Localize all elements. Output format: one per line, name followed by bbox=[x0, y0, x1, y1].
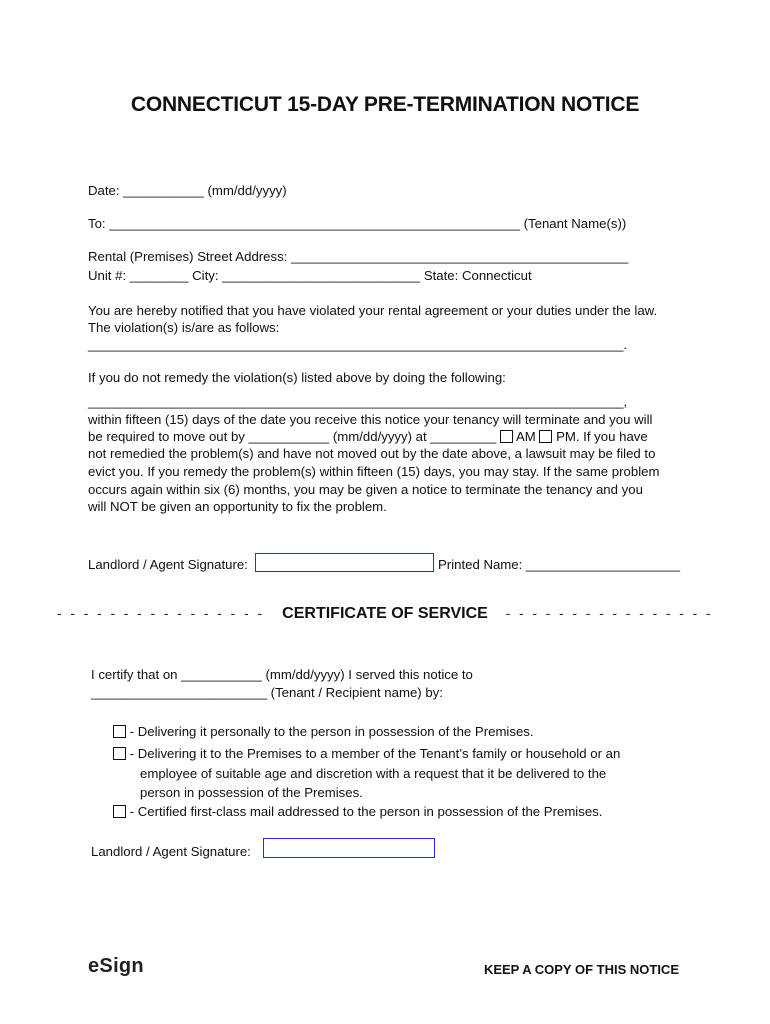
document-title: CONNECTICUT 15-DAY PRE-TERMINATION NOTICE bbox=[130, 93, 640, 116]
landlord-signature-field[interactable] bbox=[255, 553, 434, 572]
heading-dashes-right: - - - - - - - - - - - - - - - - bbox=[505, 605, 713, 621]
service-option-2 bbox=[113, 745, 620, 762]
landlord-signature-label: Landlord / Agent Signature: bbox=[88, 557, 248, 572]
esign-logo: eSign bbox=[88, 955, 144, 977]
service-option-2-line-2: employee of suitable age and discretion with a request that it be delivered to the bbox=[140, 766, 607, 781]
pm-label: PM. If you have bbox=[556, 429, 648, 444]
service-option-1 bbox=[113, 723, 534, 740]
service-option-3 bbox=[113, 803, 602, 820]
remedy-blank-line: _________________________________________________________________________, bbox=[88, 394, 628, 409]
move-out-date-text: be required to move out by ___________ (mm/dd/yyyy) at _________ bbox=[88, 429, 497, 444]
premises-delivery-checkbox[interactable] bbox=[113, 747, 126, 760]
violations-blank-line: _________________________________________________________________________. bbox=[88, 337, 628, 352]
street-address-line: Rental (Premises) Street Address: ______________________________________________ bbox=[88, 249, 629, 264]
am-checkbox[interactable] bbox=[500, 430, 513, 443]
heading-dashes-left: - - - - - - - - - - - - - - - - bbox=[57, 605, 265, 621]
service-option-2-text: - Delivering it to the Premises to a member of the Tenant’s family or household or an bbox=[129, 746, 621, 761]
date-field-line: Date: ___________ (mm/dd/yyyy) bbox=[88, 183, 287, 198]
notice-body-1: within fifteen (15) days of the date you receive this notice your tenancy will terminate and you will bbox=[88, 412, 653, 427]
notice-body-4: evict you. If you remedy the problem(s) within fifteen (15) days, you may stay. If the same problem bbox=[88, 464, 660, 479]
notice-body-5: occurs again within six (6) months, you may be given a notice to terminate the tenancy and you bbox=[88, 482, 643, 497]
certificate-heading: CERTIFICATE OF SERVICE bbox=[282, 605, 488, 622]
certificate-signature-field[interactable] bbox=[263, 838, 435, 858]
notice-line-2: The violation(s) is/are as follows: bbox=[88, 320, 280, 335]
service-option-3-text: - Certified first-class mail addressed to the person in possession of the Premises. bbox=[129, 804, 603, 819]
notice-body-3: not remedied the problem(s) and have not moved out by the date above, a lawsuit may be filed to bbox=[88, 446, 656, 461]
unit-city-state-line: Unit #: ________ City: ___________________________ State: Connecticut bbox=[88, 268, 532, 283]
notice-body-6: will NOT be given an opportunity to fix the problem. bbox=[88, 499, 387, 514]
notice-body-2 bbox=[88, 428, 648, 445]
service-option-1-text: - Delivering it personally to the person in possession of the Premises. bbox=[129, 724, 534, 739]
am-label: AM bbox=[515, 429, 536, 444]
personal-delivery-checkbox[interactable] bbox=[113, 725, 126, 738]
notice-line-1: You are hereby notified that you have violated your rental agreement or your duties under the law. bbox=[88, 303, 658, 318]
certificate-signature-label: Landlord / Agent Signature: bbox=[91, 844, 251, 859]
pm-checkbox[interactable] bbox=[539, 430, 552, 443]
certify-line: I certify that on ___________ (mm/dd/yyyy) I served this notice to bbox=[91, 667, 473, 682]
keep-copy-notice: KEEP A COPY OF THIS NOTICE bbox=[483, 962, 679, 977]
recipient-line: ________________________ (Tenant / Recipient name) by: bbox=[91, 685, 443, 700]
tenant-name-line: To: ________________________________________________________ (Tenant Name(s)) bbox=[88, 216, 627, 231]
certificate-heading-row bbox=[0, 605, 770, 623]
remedy-intro: If you do not remedy the violation(s) listed above by doing the following: bbox=[88, 370, 506, 385]
printed-name-line: Printed Name: _____________________ bbox=[438, 557, 680, 572]
certified-mail-checkbox[interactable] bbox=[113, 805, 126, 818]
service-option-2-line-3: person in possession of the Premises. bbox=[140, 785, 363, 800]
